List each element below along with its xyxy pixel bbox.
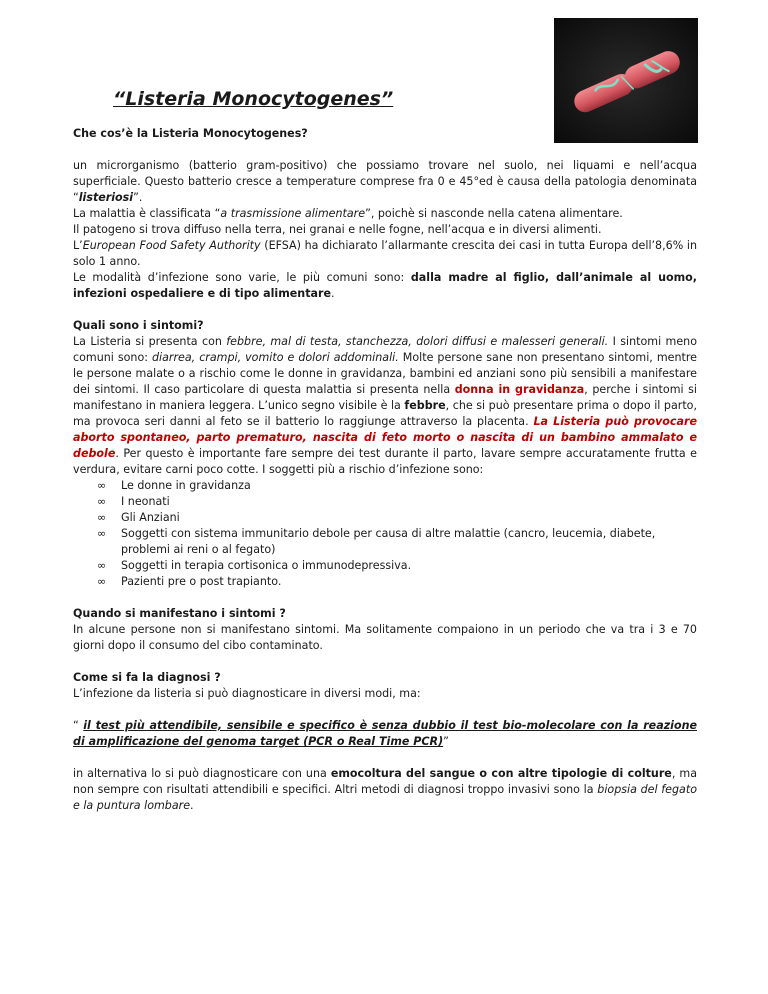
diagnosis-intro: L’infezione da listeria si può diagnosticare in diversi modi, ma: <box>73 687 421 700</box>
document-body <box>73 126 697 814</box>
section-heading-diagnosis: Come si fa la diagnosi ? <box>73 671 221 684</box>
list-item: ∞ Soggetti in terapia cortisonica o immunodepressiva. <box>97 558 697 574</box>
intro-efsa: L’European Food Safety Authority (EFSA) ha dichiarato l’allarmante crescita dei casi in tutta Europa dell’8,6% in solo 1 anno. <box>73 239 697 268</box>
onset-paragraph: In alcune persone non si manifestano sintomi. Ma solitamente compaiono in un periodo che va tra i 3 e 70 giorni dopo il consumo del cibo contaminato. <box>73 623 697 652</box>
bacteria-micrograph-image <box>554 18 698 143</box>
intro-classification: La malattia è classificata “a trasmissione alimentare”, poichè si nasconde nella catena alimentare. <box>73 207 623 220</box>
risk-groups-list <box>73 478 697 590</box>
intro-paragraph: un microrganismo (batterio gram-positivo) che possiamo trovare nel suolo, nei liquami e nell’acqua superficiale. Questo batterio cresce a temperature comprese fra 0 e 45°ed è causa della patologia denominata “listeriosi”. <box>73 159 697 204</box>
list-item: ∞ Pazienti pre o post trapianto. <box>97 574 697 590</box>
intro-infection-modes: Le modalità d’infezione sono varie, le più comuni sono: dalla madre al figlio, dall’animale al uomo, infezioni ospedaliere e di tipo alimentare. <box>73 271 697 300</box>
diagnosis-quote: “ il test più attendibile, sensibile e specifico è senza dubbio il test bio-molecolare con la reazione di amplificazione del genoma target (PCR o Real Time PCR)” <box>73 719 697 748</box>
list-item: ∞ Soggetti con sistema immunitario debole per causa di altre malattie (cancro, leucemia, diabete, problemi ai reni o al fegato) <box>97 526 697 558</box>
diagnosis-alternatives: in alternativa lo si può diagnosticare con una emocoltura del sangue o con altre tipologie di colture, ma non sempre con risultati attendibili e specifici. Altri metodi di diagnosi troppo invasivi sono la biopsia del fegato e la puntura lombare. <box>73 767 697 812</box>
intro-pathogen: Il patogeno si trova diffuso nella terra, nei granai e nelle fogne, nell’acqua e in diversi alimenti. <box>73 223 602 236</box>
section-heading-symptoms: Quali sono i sintomi? <box>73 319 204 332</box>
document-title: “Listeria Monocytogenes” <box>113 88 394 110</box>
section-heading-onset: Quando si manifestano i sintomi ? <box>73 607 286 620</box>
list-item: ∞ Le donne in gravidanza <box>97 478 697 494</box>
list-item: ∞ I neonati <box>97 494 697 510</box>
section-heading-what-is: Che cos’è la Listeria Monocytogenes? <box>73 127 308 140</box>
symptoms-paragraph: La Listeria si presenta con febbre, mal di testa, stanchezza, dolori diffusi e malesseri generali. I sintomi meno comuni sono: diarrea, crampi, vomito e dolori addominali. Molte persone sane non presentano sintomi, mentre le persone malate o a rischio come le donne in gravidanza, bambini ed anziani sono più sensibili a manifestare dei sintomi. Il caso particolare di questa malattia si presenta nella donna in gravidanza, perche i sintomi si manifestano in maniera leggera. L’unico segno visibile è la febbre, che si può presentare prima o dopo il parto, ma provoca seri danni al feto se il batterio lo raggiunge attraverso la placenta. La Listeria può provocare aborto spontaneo, parto prematuro, nascita di feto morto o nascita di un bambino ammalato e debole. Per questo è importante fare sempre dei test durante il parto, lavare sempre accuratamente frutta e verdura, evitare carni poco cotte. I soggetti più a rischio d’infezione sono: <box>73 335 697 476</box>
list-item: ∞ Gli Anziani <box>97 510 697 526</box>
